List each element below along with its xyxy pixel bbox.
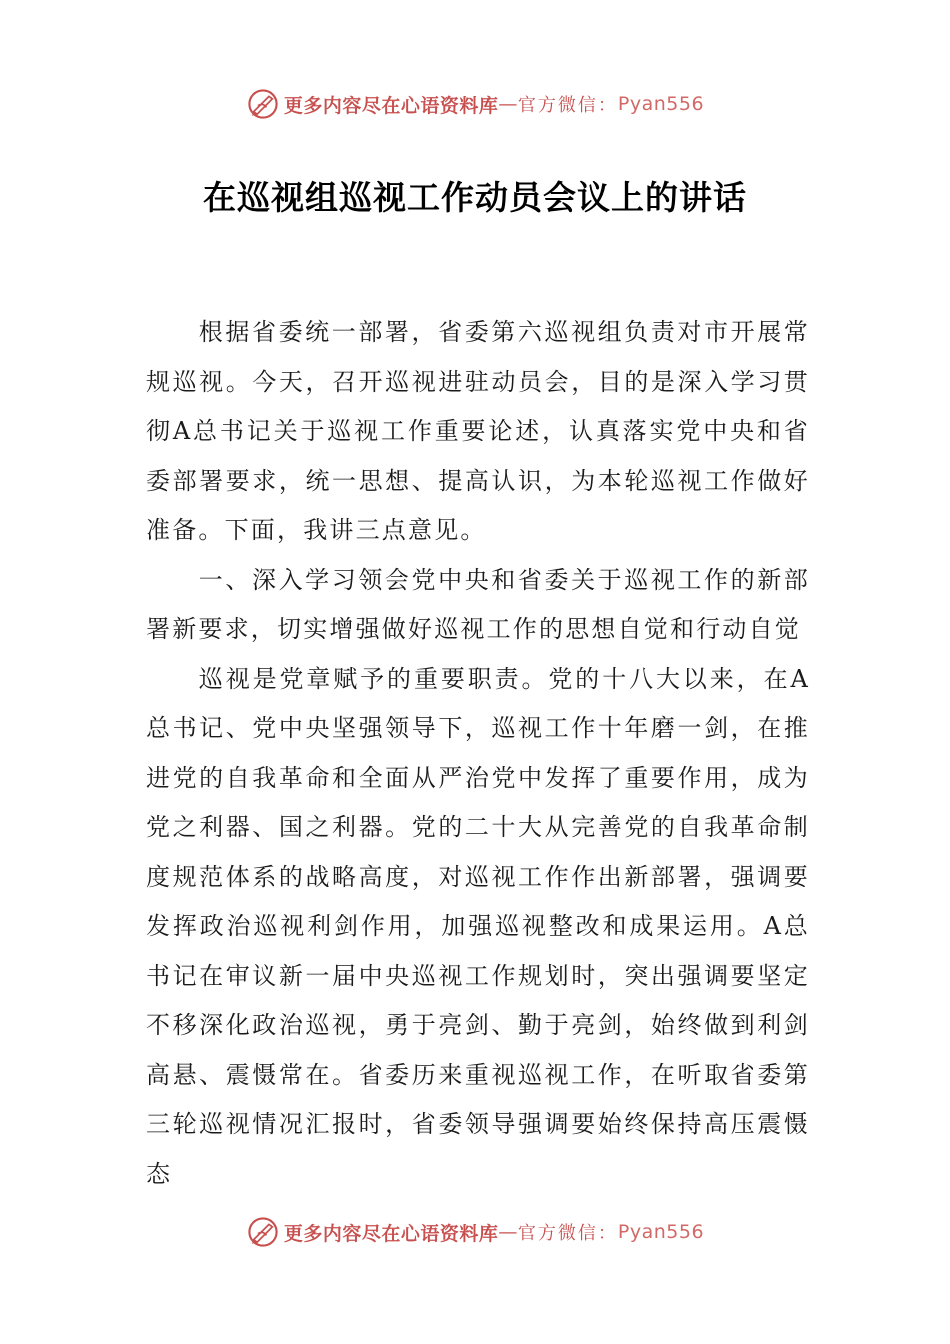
watermark-label: 官方微信：	[517, 95, 618, 116]
document-body	[146, 308, 810, 1199]
watermark-site-text: 更多内容尽在心语资料库	[283, 94, 499, 117]
paragraph-body: 巡视是党章赋予的重要职责。党的十八大以来，在A总书记、党中央坚强领导下，巡视工作十年磨一剑，在推进党的自我革命和全面从严治党中发挥了重要作用，成为党之利器、国之利器。党的二十大从完善党的自我革命制度规范体系的战略高度，对巡视工作作出新部署，强调要发挥政治巡视利剑作用，加强巡视整改和成果运用。A总书记在审议新一届中央巡视工作规划时，突出强调要坚定不移深化政治巡视，勇于亮剑、勤于亮剑，始终做到利剑高悬、震慑常在。省委历来重视巡视工作，在听取省委第三轮巡视情况汇报时，省委领导强调要始终保持高压震慑态	[146, 664, 810, 1188]
watermark-header	[0, 84, 950, 124]
watermark-wechat-id: Pyan556	[617, 1221, 705, 1243]
watermark-label: 官方微信：	[517, 1223, 618, 1244]
watermark-footer	[0, 1212, 950, 1252]
watermark-dash: —	[498, 1221, 518, 1243]
watermark-wechat-id: Pyan556	[617, 93, 705, 115]
pen-logo-icon	[246, 1215, 280, 1249]
pen-logo-icon	[246, 87, 280, 121]
document-title: 在巡视组巡视工作动员会议上的讲话	[203, 178, 747, 217]
watermark-site-text: 更多内容尽在心语资料库	[283, 1222, 499, 1245]
watermark-dash: —	[498, 93, 518, 115]
paragraph-intro: 根据省委统一部署，省委第六巡视组负责对市开展常规巡视。今天，召开巡视进驻动员会，目的是深入学习贯彻A总书记关于巡视工作重要论述，认真落实党中央和省委部署要求，统一思想、提高认识，为本轮巡视工作做好准备。下面，我讲三点意见。	[146, 318, 810, 544]
paragraph-section-heading: 一、深入学习领会党中央和省委关于巡视工作的新部署新要求，切实增强做好巡视工作的思想自觉和行动自觉	[146, 565, 810, 643]
